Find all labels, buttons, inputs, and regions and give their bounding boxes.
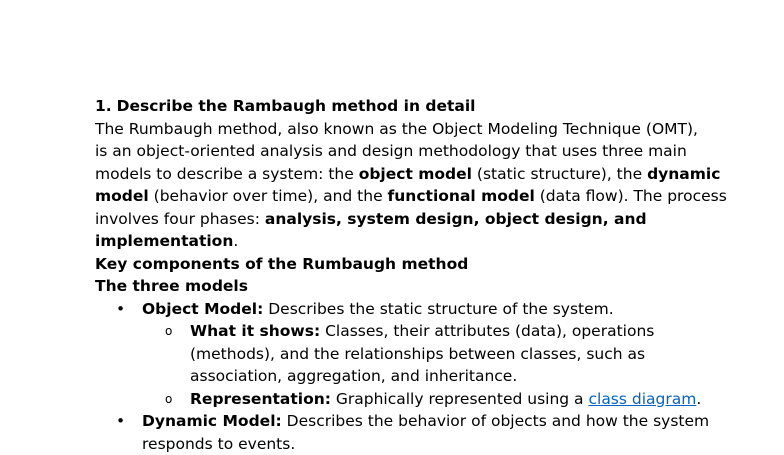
intro-text: (static structure), the xyxy=(472,165,647,183)
term-functional-model: functional model xyxy=(388,187,535,205)
intro-text: (behavior over time), and the xyxy=(149,187,388,205)
class-diagram-link[interactable]: class diagram xyxy=(588,390,696,408)
intro-text: . xyxy=(233,232,238,250)
intro-line-5 xyxy=(95,208,647,231)
sub-bullet-marker: o xyxy=(165,388,172,411)
sub-item-line: association, aggregation, and inheritance. xyxy=(190,365,517,388)
sub-item-line: (methods), and the relationships between classes, such as xyxy=(190,343,645,366)
bullet-marker: • xyxy=(116,298,125,321)
term-implementation: implementation xyxy=(95,232,233,250)
intro-line-1: The Rumbaugh method, also known as the Object Modeling Technique (OMT), xyxy=(95,118,698,141)
sub-item-text: Classes, their attributes (data), operations xyxy=(320,322,654,340)
section-heading xyxy=(95,95,476,118)
heading-number: 1. xyxy=(95,97,112,115)
intro-line-3 xyxy=(95,163,720,186)
item-text: Describes the static structure of the system. xyxy=(263,300,613,318)
intro-line-2: is an object-oriented analysis and design methodology that uses three main xyxy=(95,140,687,163)
item-text: Describes the behavior of objects and how the system xyxy=(282,412,709,430)
term-model: model xyxy=(95,187,149,205)
sub-bullet-marker: o xyxy=(165,320,172,343)
intro-line-6 xyxy=(95,230,238,253)
term-object-model: object model xyxy=(359,165,472,183)
sub-item-representation xyxy=(190,388,701,411)
subheading-three-models xyxy=(95,275,248,298)
term-phases: analysis, system design, object design, and xyxy=(265,210,647,228)
sub-item-label: What it shows: xyxy=(190,322,320,340)
item-line: responds to events. xyxy=(142,433,295,455)
item-label: Dynamic Model: xyxy=(142,412,282,430)
sub-item-text: Graphically represented using a xyxy=(331,390,589,408)
heading-title: Describe the Rambaugh method in detail xyxy=(117,97,476,115)
intro-text: involves four phases: xyxy=(95,210,265,228)
item-label: Object Model: xyxy=(142,300,263,318)
sub-item-text: . xyxy=(696,390,701,408)
sub-item-what-it-shows xyxy=(190,320,654,343)
list-item-object-model xyxy=(142,298,614,321)
subheading-text: The three models xyxy=(95,277,248,295)
bullet-marker: • xyxy=(116,410,125,433)
list-item-dynamic-model xyxy=(142,410,709,433)
intro-text: models to describe a system: the xyxy=(95,165,359,183)
intro-line-4 xyxy=(95,185,727,208)
subheading-key-components xyxy=(95,253,468,276)
sub-item-label: Representation: xyxy=(190,390,331,408)
intro-text: (data flow). The process xyxy=(535,187,727,205)
term-dynamic: dynamic xyxy=(647,165,720,183)
subheading-text: Key components of the Rumbaugh method xyxy=(95,255,468,273)
